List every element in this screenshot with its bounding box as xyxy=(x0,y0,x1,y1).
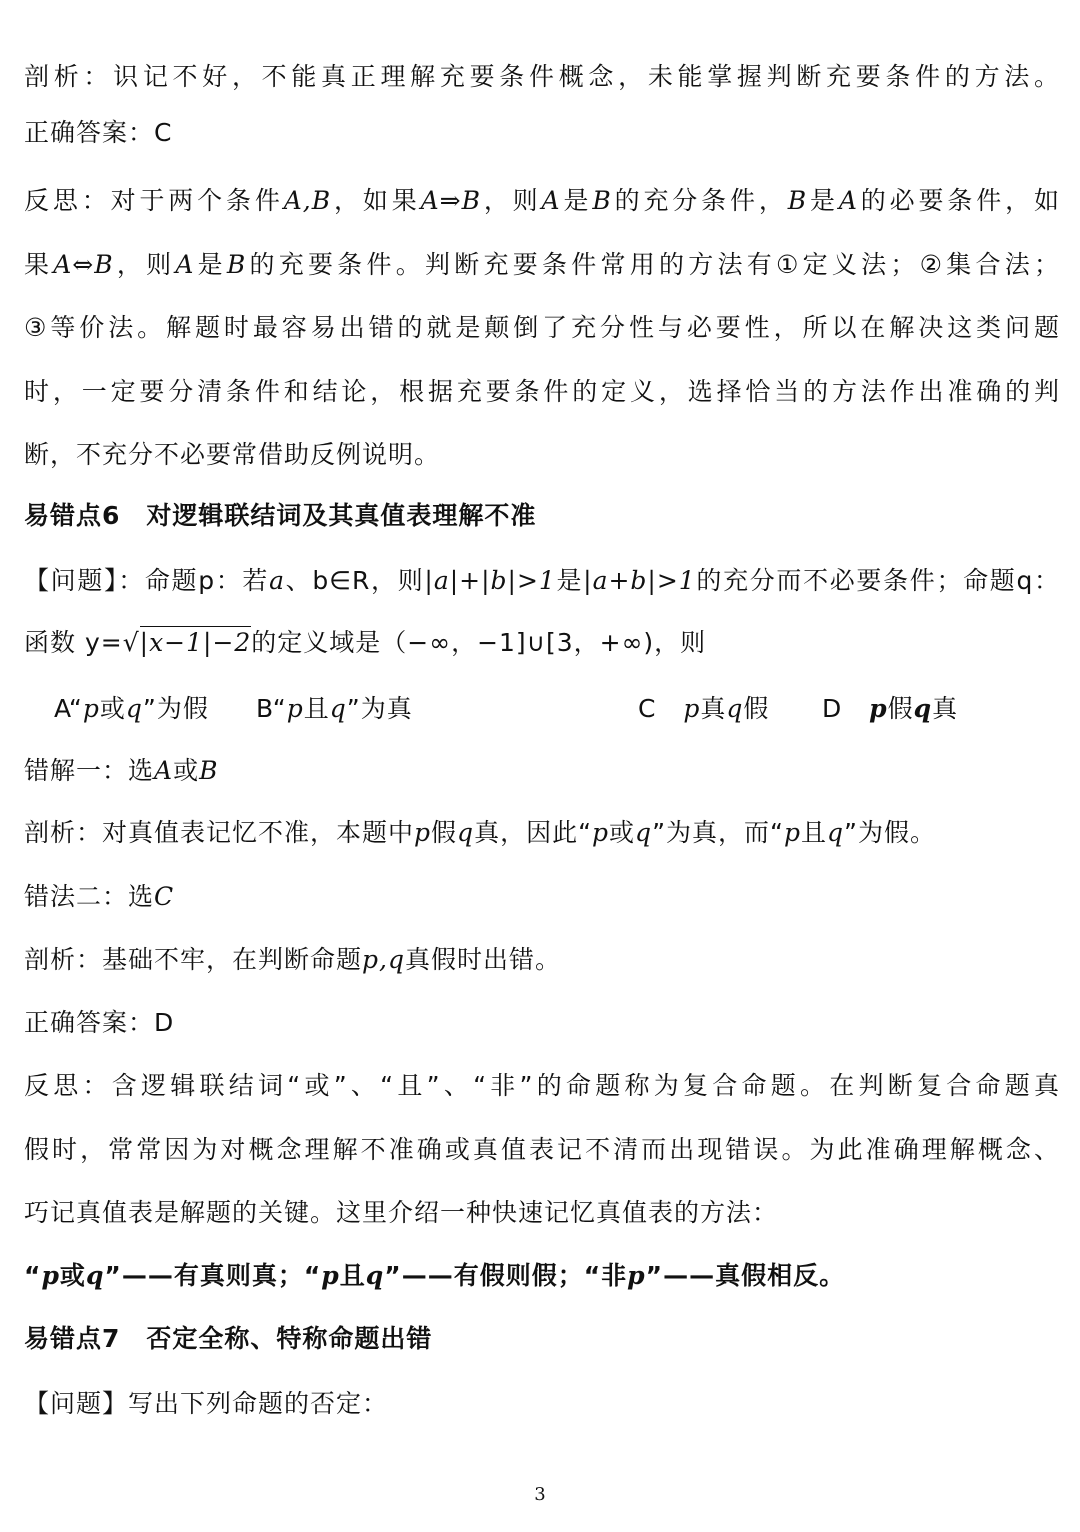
analysis-3: 剖析：基础不牢，在判断命题p,q真假时出错。 xyxy=(24,945,561,974)
reflection-line-3: ③等价法。解题时最容易出错的就是颠倒了充分性与必要性，所以在解决这类问题 xyxy=(24,313,1060,342)
reflection-line-5: 断，不充分不必要常借助反例说明。 xyxy=(24,440,441,469)
option-a[interactable]: A“p或q”为假 xyxy=(54,694,209,723)
radicand: |x−1|−2 xyxy=(139,628,252,657)
wrong-solution-2: 错法二：选C xyxy=(24,882,175,911)
correct-answer-1: 正确答案：C xyxy=(24,118,173,147)
problem-6-line-1: 【问题】：命题p：若a、b∈R，则|a|+|b|>1是|a+b|>1的充分而不必要条件；命题q： xyxy=(24,566,1060,595)
options-row xyxy=(24,689,1060,729)
reflection-2-line-2: 假时，常常因为对概念理解不准确或真值表记不清而出现错误。为此准确理解概念、 xyxy=(24,1135,1060,1164)
problem-6-line-2: 函数 y=√|x−1|−2的定义域是（−∞，−1]∪[3，+∞)，则 xyxy=(24,628,707,657)
analysis-2: 剖析：对真值表记忆不准，本题中p假q真，因此“p或q”为真，而“p且q”为假。 xyxy=(24,818,936,847)
option-d[interactable]: D p假q真 xyxy=(822,694,959,723)
memory-tip: “p或q”——有真则真；“p且q”——有假则假；“非p”——真假相反。 xyxy=(24,1261,846,1290)
problem-7: 【问题】写出下列命题的否定： xyxy=(24,1389,389,1418)
correct-answer-2: 正确答案：D xyxy=(24,1008,175,1037)
section-heading-7: 易错点7 否定全称、特称命题出错 xyxy=(24,1324,433,1353)
analysis-line-1: 剖析：识记不好，不能真正理解充要条件概念，未能掌握判断充要条件的方法。 xyxy=(24,62,1060,91)
option-c[interactable]: C p真q假 xyxy=(638,694,770,723)
reflection-line-1: 反思：对于两个条件A,B，如果A⇒B，则A是B的充分条件，B是A的必要条件，如 xyxy=(24,186,1060,215)
reflection-2-line-3: 巧记真值表是解题的关键。这里介绍一种快速记忆真值表的方法： xyxy=(24,1198,779,1227)
section-heading-6: 易错点6 对逻辑联结词及其真值表理解不准 xyxy=(24,501,537,530)
reflection-line-2: 果A⇔B，则A是B的充要条件。判断充要条件常用的方法有①定义法；②集合法； xyxy=(24,250,1060,279)
page-number: 3 xyxy=(534,1484,546,1505)
wrong-solution-1: 错解一：选A或B xyxy=(24,756,219,785)
option-b[interactable]: B“p且q”为真 xyxy=(256,694,413,723)
reflection-2-line-1: 反思：含逻辑联结词“或”、“且”、“非”的命题称为复合命题。在判断复合命题真 xyxy=(24,1071,1060,1100)
reflection-line-4: 时，一定要分清条件和结论，根据充要条件的定义，选择恰当的方法作出准确的判 xyxy=(24,377,1060,406)
